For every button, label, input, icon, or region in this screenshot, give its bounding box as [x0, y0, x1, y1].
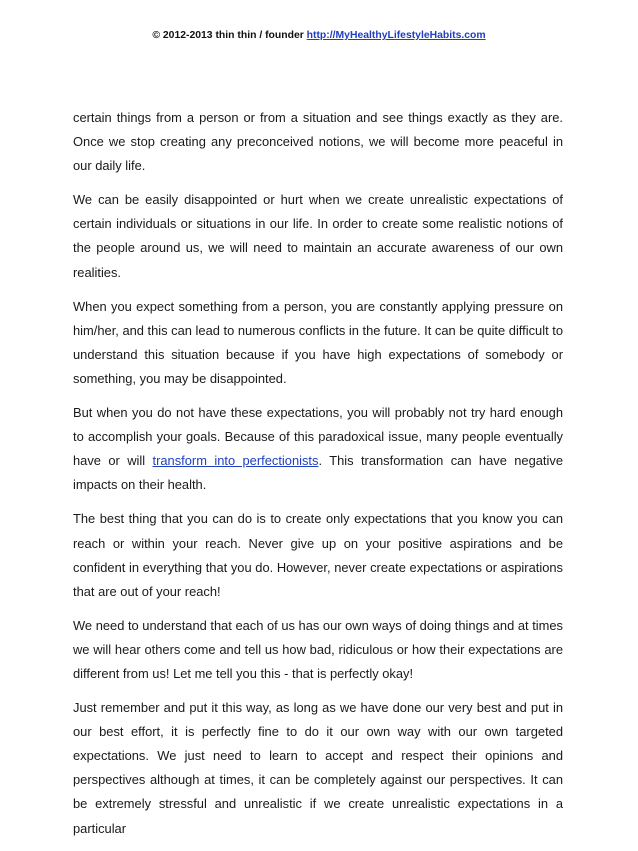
paragraph: The best thing that you can do is to create only expectations that you know you can reach or within your reach. Never give up on your positive aspirations and be confident in everything that you do. However, never create expectations or aspirations that are out of your reach!	[73, 511, 563, 599]
copyright-text: © 2012-2013 thin thin / founder	[152, 30, 304, 41]
paragraph: Just remember and put it this way, as long as we have done our very best and put in our best effort, it is perfectly fine to do it our own way with our own targeted expectations. We just need to learn to accept and respect their opinions and perspectives although at times, it can be completely against our perspectives. It can be extremely stressful and unrealistic if we create unrealistic expectations in a particular	[73, 700, 563, 836]
paragraph: certain things from a person or from a situation and see things exactly as they are. Once we stop creating any preconceived notions, we will become more peaceful in our daily life.	[73, 110, 563, 174]
paragraph: We can be easily disappointed or hurt when we create unrealistic expectations of certain individuals or situations in our life. In order to create some realistic notions of the people around us, we will need to maintain an accurate awareness of our own realities.	[73, 192, 563, 280]
paragraph: We need to understand that each of us has our own ways of doing things and at times we will hear others come and tell us how bad, ridiculous or how their expectations are different from us! Let me tell you this - that is perfectly okay!	[73, 617, 563, 681]
paragraph: When you expect something from a person, you are constantly applying pressure on him/her, and this can lead to numerous conflicts in the future. It can be quite difficult to understand this situation because if you have high expectations of somebody or something, you may be disappointed.	[73, 298, 563, 386]
paragraph	[73, 401, 563, 497]
paragraph-text-before: But when you do not have these expectations, you will probably not try hard enough to accomplish your goals. Because of this paradoxical issue, many people eventually have or will	[73, 405, 563, 469]
page-header	[0, 30, 638, 41]
perfectionists-link[interactable]: transform into perfectionists	[152, 453, 319, 469]
website-link[interactable]: http://MyHealthyLifestyleHabits.com	[306, 30, 486, 41]
body-text	[73, 106, 563, 851]
paragraph-text-after: . This transformation can have negative impacts on their health.	[73, 453, 563, 493]
